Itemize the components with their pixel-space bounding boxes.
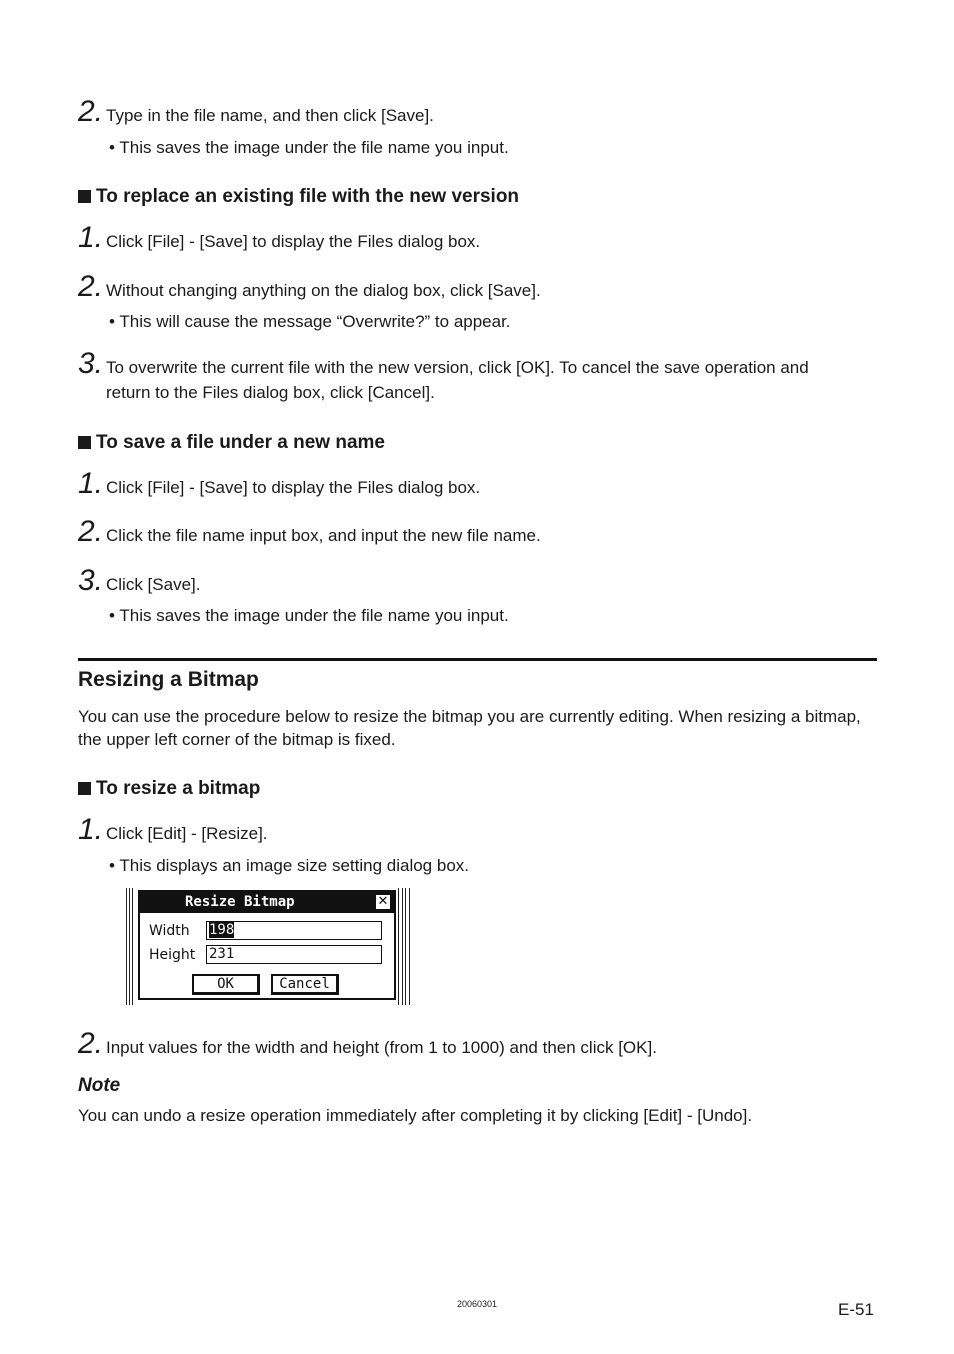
section-heading-text: To save a file under a new name — [96, 432, 385, 453]
step-text: Click [Edit] - [Resize]. — [106, 824, 268, 843]
step-text: Input values for the width and height (from 1 to 1000) and then click [OK]. — [106, 1038, 657, 1057]
step-bullet: • This saves the image under the file name you input. — [109, 138, 509, 157]
step-number: 2. — [78, 1027, 104, 1060]
section-divider — [78, 658, 877, 661]
section-heading — [78, 185, 519, 209]
section-heading — [78, 431, 385, 455]
step-text: Click [Save]. — [106, 575, 201, 594]
width-label: Width — [149, 923, 190, 939]
note-text: You can undo a resize operation immediately after completing it by clicking [Edit] - [Undo]. — [78, 1106, 753, 1125]
step-number: 3. — [78, 564, 104, 597]
square-bullet-icon — [78, 782, 91, 795]
step-bullet: • This will cause the message “Overwrite?” to appear. — [109, 312, 511, 331]
step-text: Click the file name input box, and input the new file name. — [106, 526, 541, 545]
close-icon[interactable]: ✕ — [377, 894, 389, 909]
step-text: Click [File] - [Save] to display the Files dialog box. — [106, 478, 481, 497]
resize-bitmap-dialog — [138, 890, 396, 1000]
height-label: Height — [149, 947, 196, 963]
step-text: Without changing anything on the dialog box, click [Save]. — [106, 281, 541, 300]
ok-button[interactable]: OK — [192, 974, 260, 995]
page-number: E-51 — [838, 1300, 874, 1319]
width-value: 198 — [209, 922, 235, 938]
cancel-button[interactable]: Cancel — [271, 974, 339, 995]
dialog-title-bar — [140, 892, 394, 913]
dialog-title: Resize Bitmap — [185, 894, 295, 910]
step-text: Type in the file name, and then click [Save]. — [106, 106, 434, 125]
step-text: Click [File] - [Save] to display the Files dialog box. — [106, 232, 481, 251]
section-heading-text: To replace an existing file with the new version — [96, 186, 520, 207]
step-bullet: • This displays an image size setting dialog box. — [109, 856, 469, 875]
width-input[interactable] — [206, 921, 382, 940]
square-bullet-icon — [78, 436, 91, 449]
step-number: 2. — [78, 270, 104, 303]
step-number: 2. — [78, 515, 104, 548]
step-number: 1. — [78, 467, 104, 500]
section-title: Resizing a Bitmap — [78, 668, 259, 691]
section-heading — [78, 777, 260, 801]
print-code: 20060301 — [457, 1299, 498, 1309]
section-heading-text: To resize a bitmap — [96, 778, 261, 799]
step-number: 1. — [78, 221, 104, 254]
step-text-continued: return to the Files dialog box, click [Cancel]. — [106, 383, 435, 402]
step-bullet: • This saves the image under the file name you input. — [109, 606, 509, 625]
note-label: Note — [78, 1075, 121, 1096]
square-bullet-icon — [78, 190, 91, 203]
height-input[interactable] — [206, 945, 382, 964]
intro-paragraph: You can use the procedure below to resize the bitmap you are currently editing. When resizing a bitmap, the upper left corner of the bitmap is fixed. — [78, 707, 861, 749]
step-number: 1. — [78, 813, 104, 846]
step-text: To overwrite the current file with the new version, click [OK]. To cancel the save operation and — [106, 358, 809, 377]
step-number: 2. — [78, 95, 104, 128]
height-value: 231 — [209, 946, 235, 962]
step-number: 3. — [78, 347, 104, 380]
